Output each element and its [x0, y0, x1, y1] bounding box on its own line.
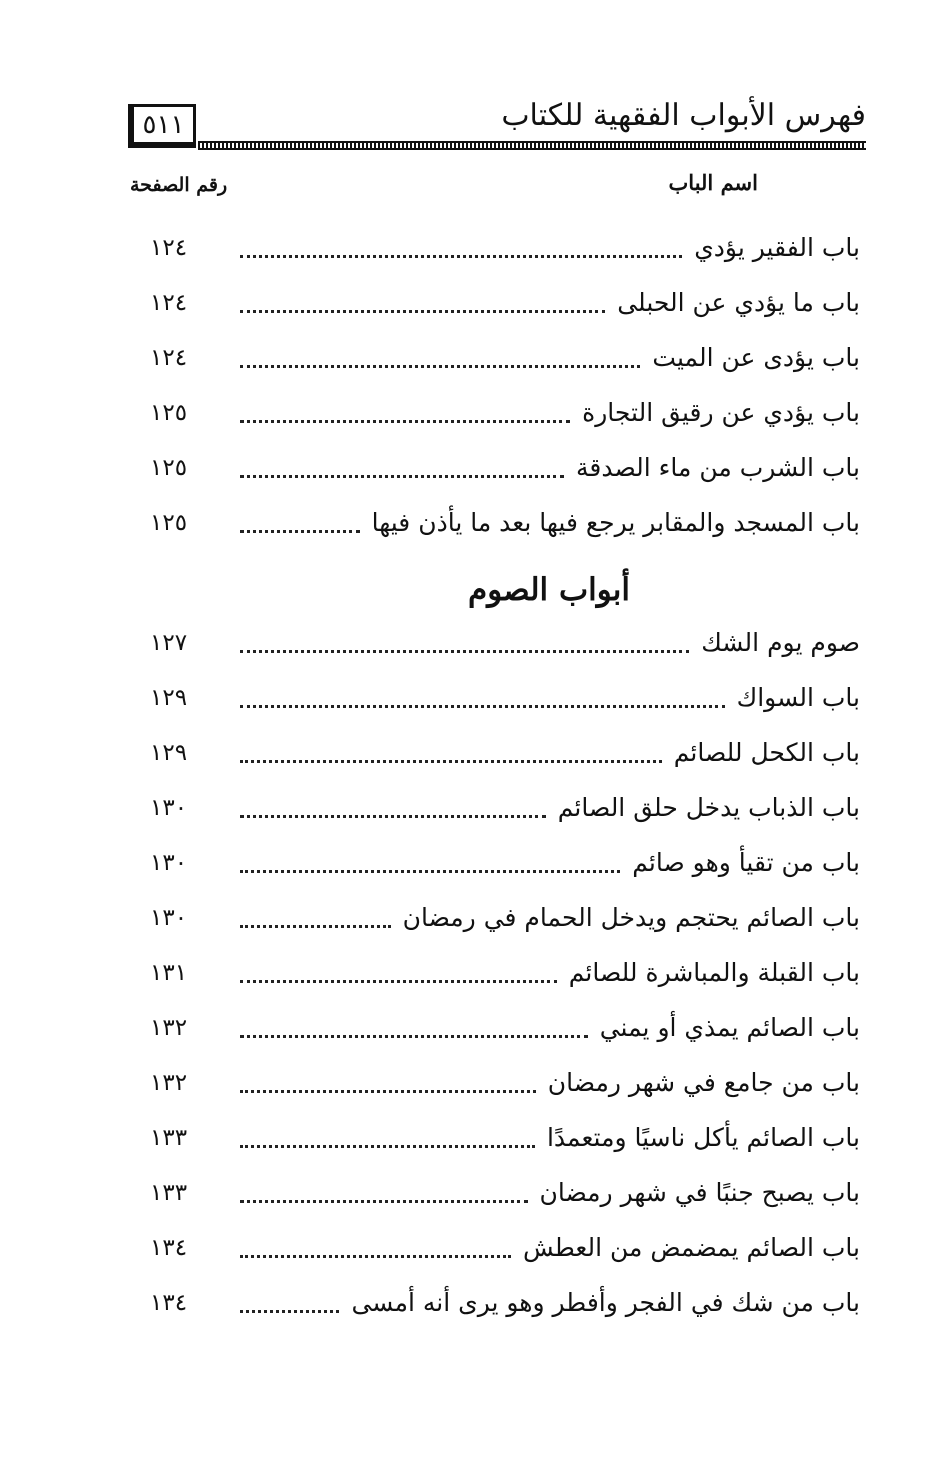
entry-page: ١٣٢ [150, 1014, 188, 1041]
entry-title: صوم يوم الشك [701, 628, 860, 657]
dot-leader [240, 815, 546, 818]
toc-entry [150, 330, 860, 385]
toc-list-zakat [150, 220, 860, 550]
entry-title: باب ما يؤدي عن الحبلى [617, 288, 860, 317]
entry-title: باب المسجد والمقابر يرجع فيها بعد ما يأذن فيها [371, 508, 860, 537]
toc-entry [150, 1275, 860, 1330]
toc-entry [150, 780, 860, 835]
dot-leader [240, 870, 620, 873]
entry-page: ١٣١ [150, 959, 188, 986]
entry-title: باب الذباب يدخل حلق الصائم [557, 793, 860, 822]
dot-leader [240, 1145, 535, 1148]
entry-title: باب يؤدي عن رقيق التجارة [582, 398, 860, 427]
entry-page: ١٣٤ [150, 1234, 188, 1261]
toc-entry [150, 275, 860, 330]
dot-leader [240, 530, 360, 533]
dot-leader [240, 1200, 528, 1203]
entry-title: باب الصائم يحتجم ويدخل الحمام في رمضان [402, 903, 860, 932]
entry-title: باب السواك [736, 683, 860, 712]
entry-page: ١٣٠ [150, 904, 188, 931]
toc-entry [150, 890, 860, 945]
toc-entry [150, 1165, 860, 1220]
entry-page: ١٢٩ [150, 739, 188, 766]
toc-entry [150, 1000, 860, 1055]
entry-title: باب يؤدى عن الميت [652, 343, 860, 372]
entry-page: ١٢٩ [150, 684, 188, 711]
entry-title: باب من شك في الفجر وأفطر وهو يرى أنه أمسى [351, 1288, 860, 1317]
dot-leader [240, 925, 391, 928]
entry-title: باب يصبح جنبًا في شهر رمضان [539, 1178, 860, 1207]
entry-page: ١٣٠ [150, 849, 188, 876]
entry-title: باب من جامع في شهر رمضان [547, 1068, 860, 1097]
dot-leader [240, 705, 725, 708]
toc-entry [150, 945, 860, 1000]
entry-title: باب الفقير يؤدي [694, 233, 860, 262]
column-headers [130, 170, 758, 210]
dot-leader [240, 365, 640, 368]
toc-entry [150, 615, 860, 670]
entry-title: باب القبلة والمباشرة للصائم [568, 958, 860, 987]
entry-title: باب من تقيأ وهو صائم [632, 848, 860, 877]
column-header-chapter-name: اسم الباب [668, 170, 758, 195]
header-rule [198, 141, 866, 150]
entry-page: ١٢٥ [150, 399, 188, 426]
entry-page: ١٣٤ [150, 1289, 188, 1316]
dot-leader [240, 1035, 588, 1038]
dot-leader [240, 980, 557, 983]
entry-page: ١٣٠ [150, 794, 188, 821]
toc-entry [150, 495, 860, 550]
entry-title: باب الشرب من ماء الصدقة [576, 453, 860, 482]
section-title: أبواب الصوم [468, 572, 630, 608]
dot-leader [240, 420, 570, 423]
entry-page: ١٢٥ [150, 509, 188, 536]
dot-leader [240, 1255, 511, 1258]
entry-title: باب الكحل للصائم [673, 738, 860, 767]
dot-leader [240, 650, 689, 653]
toc-entry [150, 835, 860, 890]
dot-leader [240, 1310, 339, 1313]
toc-entry [150, 440, 860, 495]
dot-leader [240, 1090, 536, 1093]
toc-entry [150, 385, 860, 440]
entry-page: ١٢٤ [150, 234, 188, 261]
entry-title: باب الصائم يأكل ناسيًا ومتعمدًا [546, 1123, 860, 1152]
toc-entry [150, 1055, 860, 1110]
toc-entry [150, 1110, 860, 1165]
entry-page: ١٣٢ [150, 1069, 188, 1096]
running-title: فهرس الأبواب الفقهية للكتاب [501, 98, 866, 133]
entry-page: ١٢٥ [150, 454, 188, 481]
dot-leader [240, 310, 605, 313]
toc-entry [150, 220, 860, 275]
toc-list-fasting [150, 615, 860, 1330]
dot-leader [240, 760, 662, 763]
column-header-page-number: رقم الصفحة [130, 174, 228, 196]
toc-entry [150, 1220, 860, 1275]
page-number-box [128, 104, 196, 148]
entry-page: ١٣٣ [150, 1179, 188, 1206]
dot-leader [240, 475, 564, 478]
entry-title: باب الصائم يمضمض من العطش [523, 1233, 860, 1262]
entry-page: ١٢٤ [150, 289, 188, 316]
entry-page: ١٣٣ [150, 1124, 188, 1151]
entry-page: ١٢٧ [150, 629, 188, 656]
toc-entry [150, 670, 860, 725]
page-number: ٥١١ [142, 109, 185, 140]
dot-leader [240, 255, 682, 258]
entry-page: ١٢٤ [150, 344, 188, 371]
entry-title: باب الصائم يمذي أو يمني [599, 1013, 860, 1042]
toc-entry [150, 725, 860, 780]
page-header [128, 98, 866, 154]
